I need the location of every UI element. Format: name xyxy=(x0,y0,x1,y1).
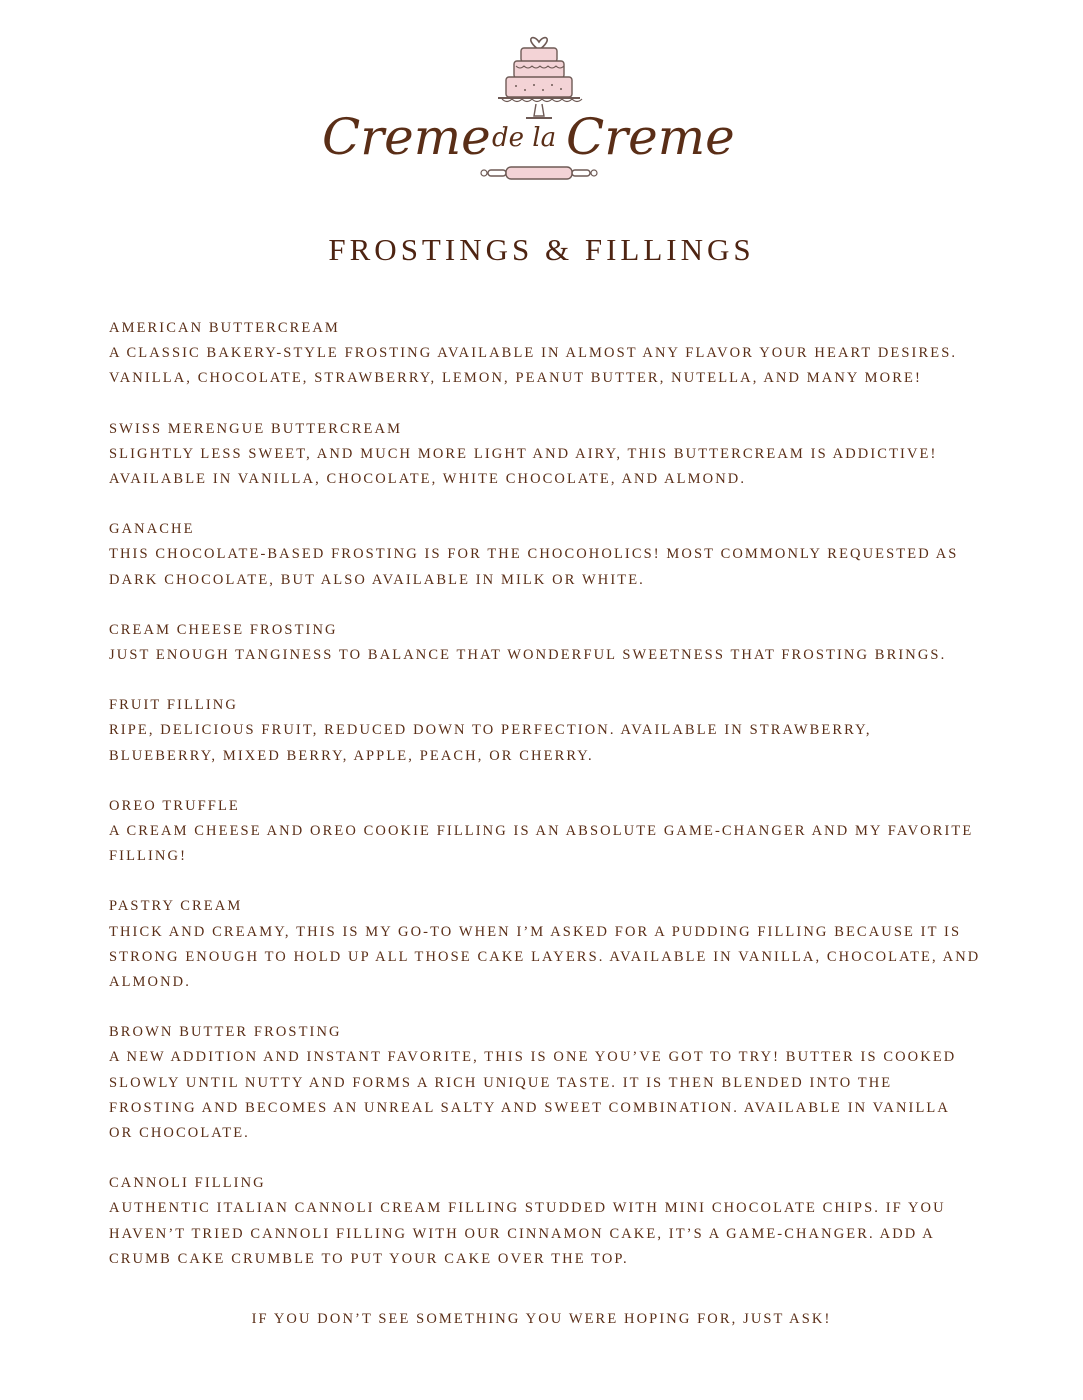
cake-logo-icon xyxy=(320,24,760,194)
description-line: FROSTING AND BECOMES AN UNREAL SALTY AND SWEET COMBINATION. AVAILABLE IN VANILLA xyxy=(109,1099,950,1116)
page-title: FROSTINGS & FILLINGS xyxy=(328,232,755,267)
description-line: DARK CHOCOLATE, BUT ALSO AVAILABLE IN MILK OR WHITE. xyxy=(109,571,645,588)
menu-item xyxy=(109,794,989,870)
description-line: SLIGHTLY LESS SWEET, AND MUCH MORE LIGHT AND AIRY, THIS BUTTERCREAM IS ADDICTIVE! xyxy=(109,445,938,462)
menu-item xyxy=(109,693,989,769)
description-line: CRUMB CAKE CRUMBLE TO PUT YOUR CAKE OVER THE TOP. xyxy=(109,1250,629,1267)
description-line: ALMOND. xyxy=(109,974,191,991)
menu-item xyxy=(109,1171,989,1272)
item-description xyxy=(109,1196,989,1272)
item-name: AMERICAN BUTTERCREAM xyxy=(109,320,340,336)
description-line: AVAILABLE IN VANILLA, CHOCOLATE, WHITE CHOCOLATE, AND ALMOND. xyxy=(109,471,747,488)
description-line: FILLING! xyxy=(109,848,188,865)
item-description xyxy=(109,1045,989,1146)
description-line: HAVEN’T TRIED CANNOLI FILLING WITH OUR CINNAMON CAKE, IT’S A GAME-CHANGER. ADD A xyxy=(109,1225,935,1242)
item-name: FRUIT FILLING xyxy=(109,697,238,714)
description-line: RIPE, DELICIOUS FRUIT, REDUCED DOWN TO PERFECTION. AVAILABLE IN STRAWBERRY, xyxy=(109,722,872,739)
description-line: SLOWLY UNTIL NUTTY AND FORMS A RICH UNIQUE TASTE. IT IS THEN BLENDED INTO THE xyxy=(109,1074,893,1091)
description-line: VANILLA, CHOCOLATE, STRAWBERRY, LEMON, PEANUT BUTTER, NUTELLA, AND MANY MORE! xyxy=(109,370,922,387)
description-line: THICK AND CREAMY, THIS IS MY GO-TO WHEN I’M ASKED FOR A PUDDING FILLING BECAUSE IT IS xyxy=(109,923,962,940)
description-line: OR CHOCOLATE. xyxy=(109,1125,250,1142)
menu-item xyxy=(109,417,989,493)
item-name: SWISS MERENGUE BUTTERCREAM xyxy=(109,420,403,437)
item-description xyxy=(109,819,989,869)
description-line: A CLASSIC BAKERY-STYLE FROSTING AVAILABLE IN ALMOST ANY FLAVOR YOUR HEART DESIRES. xyxy=(109,345,958,362)
description-line: BLUEBERRY, MIXED BERRY, APPLE, PEACH, OR CHERRY. xyxy=(109,747,594,764)
item-description xyxy=(109,920,989,996)
menu-item xyxy=(109,517,989,593)
item-description xyxy=(109,442,989,492)
description-line: A CREAM CHEESE AND OREO COOKIE FILLING IS AN ABSOLUTE GAME-CHANGER AND MY FAVORITE xyxy=(109,823,974,840)
item-description xyxy=(109,643,989,668)
item-name: BROWN BUTTER FROSTING xyxy=(109,1024,342,1041)
item-description xyxy=(109,718,989,768)
menu-item xyxy=(109,316,989,392)
brand-logo xyxy=(320,24,760,194)
item-name: PASTRY CREAM xyxy=(109,898,243,915)
footer-note: IF YOU DON’T SEE SOMETHING YOU WERE HOPING FOR, JUST ASK! xyxy=(251,1311,832,1327)
item-name: OREO TRUFFLE xyxy=(109,797,240,814)
menu-item xyxy=(109,618,989,668)
menu-items-list xyxy=(109,316,989,1297)
description-line: AUTHENTIC ITALIAN CANNOLI CREAM FILLING STUDDED WITH MINI CHOCOLATE CHIPS. IF YOU xyxy=(109,1200,946,1217)
description-line: THIS CHOCOLATE-BASED FROSTING IS FOR THE CHOCOHOLICS! MOST COMMONLY REQUESTED AS xyxy=(109,546,959,563)
svg-text:Creme: Creme xyxy=(566,108,735,166)
item-name: CANNOLI FILLING xyxy=(109,1175,266,1192)
item-name: GANACHE xyxy=(109,521,195,538)
description-line: STRONG ENOUGH TO HOLD UP ALL THOSE CAKE LAYERS. AVAILABLE IN VANILLA, CHOCOLATE, AND xyxy=(109,948,981,965)
svg-text:Creme: Creme xyxy=(322,108,491,166)
item-name: CREAM CHEESE FROSTING xyxy=(109,621,338,638)
description-line: JUST ENOUGH TANGINESS TO BALANCE THAT WONDERFUL SWEETNESS THAT FROSTING BRINGS. xyxy=(109,647,947,664)
item-description xyxy=(109,542,989,592)
description-line: A NEW ADDITION AND INSTANT FAVORITE, THIS IS ONE YOU’VE GOT TO TRY! BUTTER IS COOKED xyxy=(109,1049,957,1066)
svg-text:de la: de la xyxy=(492,123,557,153)
menu-item xyxy=(109,894,989,995)
menu-item xyxy=(109,1020,989,1146)
item-description xyxy=(109,341,989,391)
